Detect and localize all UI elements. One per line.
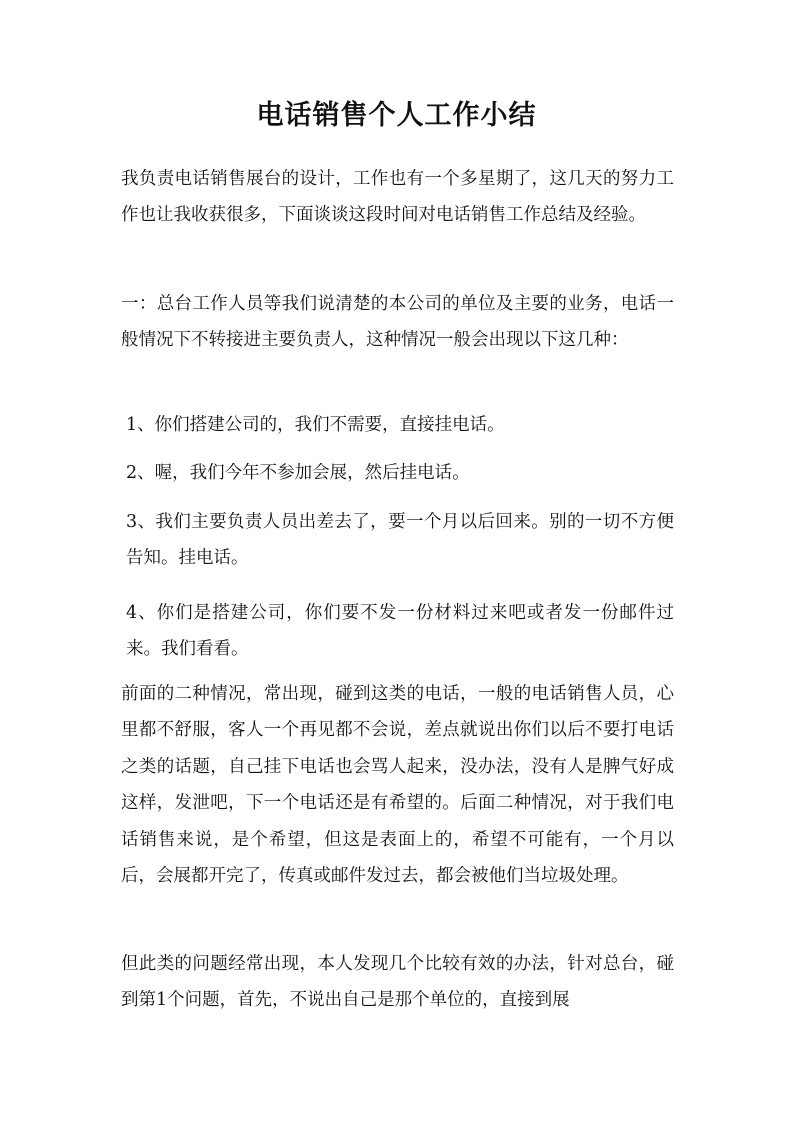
list-item-2: 2、喔，我们今年不参加会展，然后挂电话。	[126, 463, 470, 483]
list-item-4: 4、你们是搭建公司，你们要不发一份材料过来吧或者发一份邮件过来。我们看看。	[126, 603, 674, 660]
list-item-3: 3、我们主要负责人员出差去了，要一个月以后回来。别的一切不方便告知。挂电话。	[126, 512, 674, 569]
paragraph-analysis: 前面的二种情况，常出现，碰到这类的电话，一般的电话销售人员，心里都不舒服，客人一个再见都不会说，差点就说出你们以后不要打电话之类的话题，自己挂下电话也会骂人起来，没办法，没有人是脾气好成这样，发泄吧，下一个电话还是有希望的。后面二种情况，对于我们电话销售来说，是个希望，但这是表面上的，希望不可能有，一个月以后，会展都开完了，传真或邮件发过去，都会被他们当垃圾处理。	[121, 684, 674, 887]
document-title: 电话销售个人工作小结	[256, 100, 537, 131]
list-item-1: 1、你们搭建公司的，我们不需要，直接挂电话。	[126, 415, 505, 435]
paragraph-section-one: 一：总台工作人员等我们说清楚的本公司的单位及主要的业务，电话一般情况下不转接进主要负责人，这种情况一般会出现以下这几种：	[121, 294, 674, 351]
paragraph-intro: 我负责电话销售展台的设计，工作也有一个多星期了，这几天的努力工作也让我收获很多，下面谈谈这段时间对电话销售工作总结及经验。	[121, 169, 674, 226]
paragraph-solution: 但此类的问题经常出现，本人发现几个比较有效的办法，针对总台，碰到第1个问题，首先，不说出自己是那个单位的，直接到展	[121, 954, 674, 1011]
